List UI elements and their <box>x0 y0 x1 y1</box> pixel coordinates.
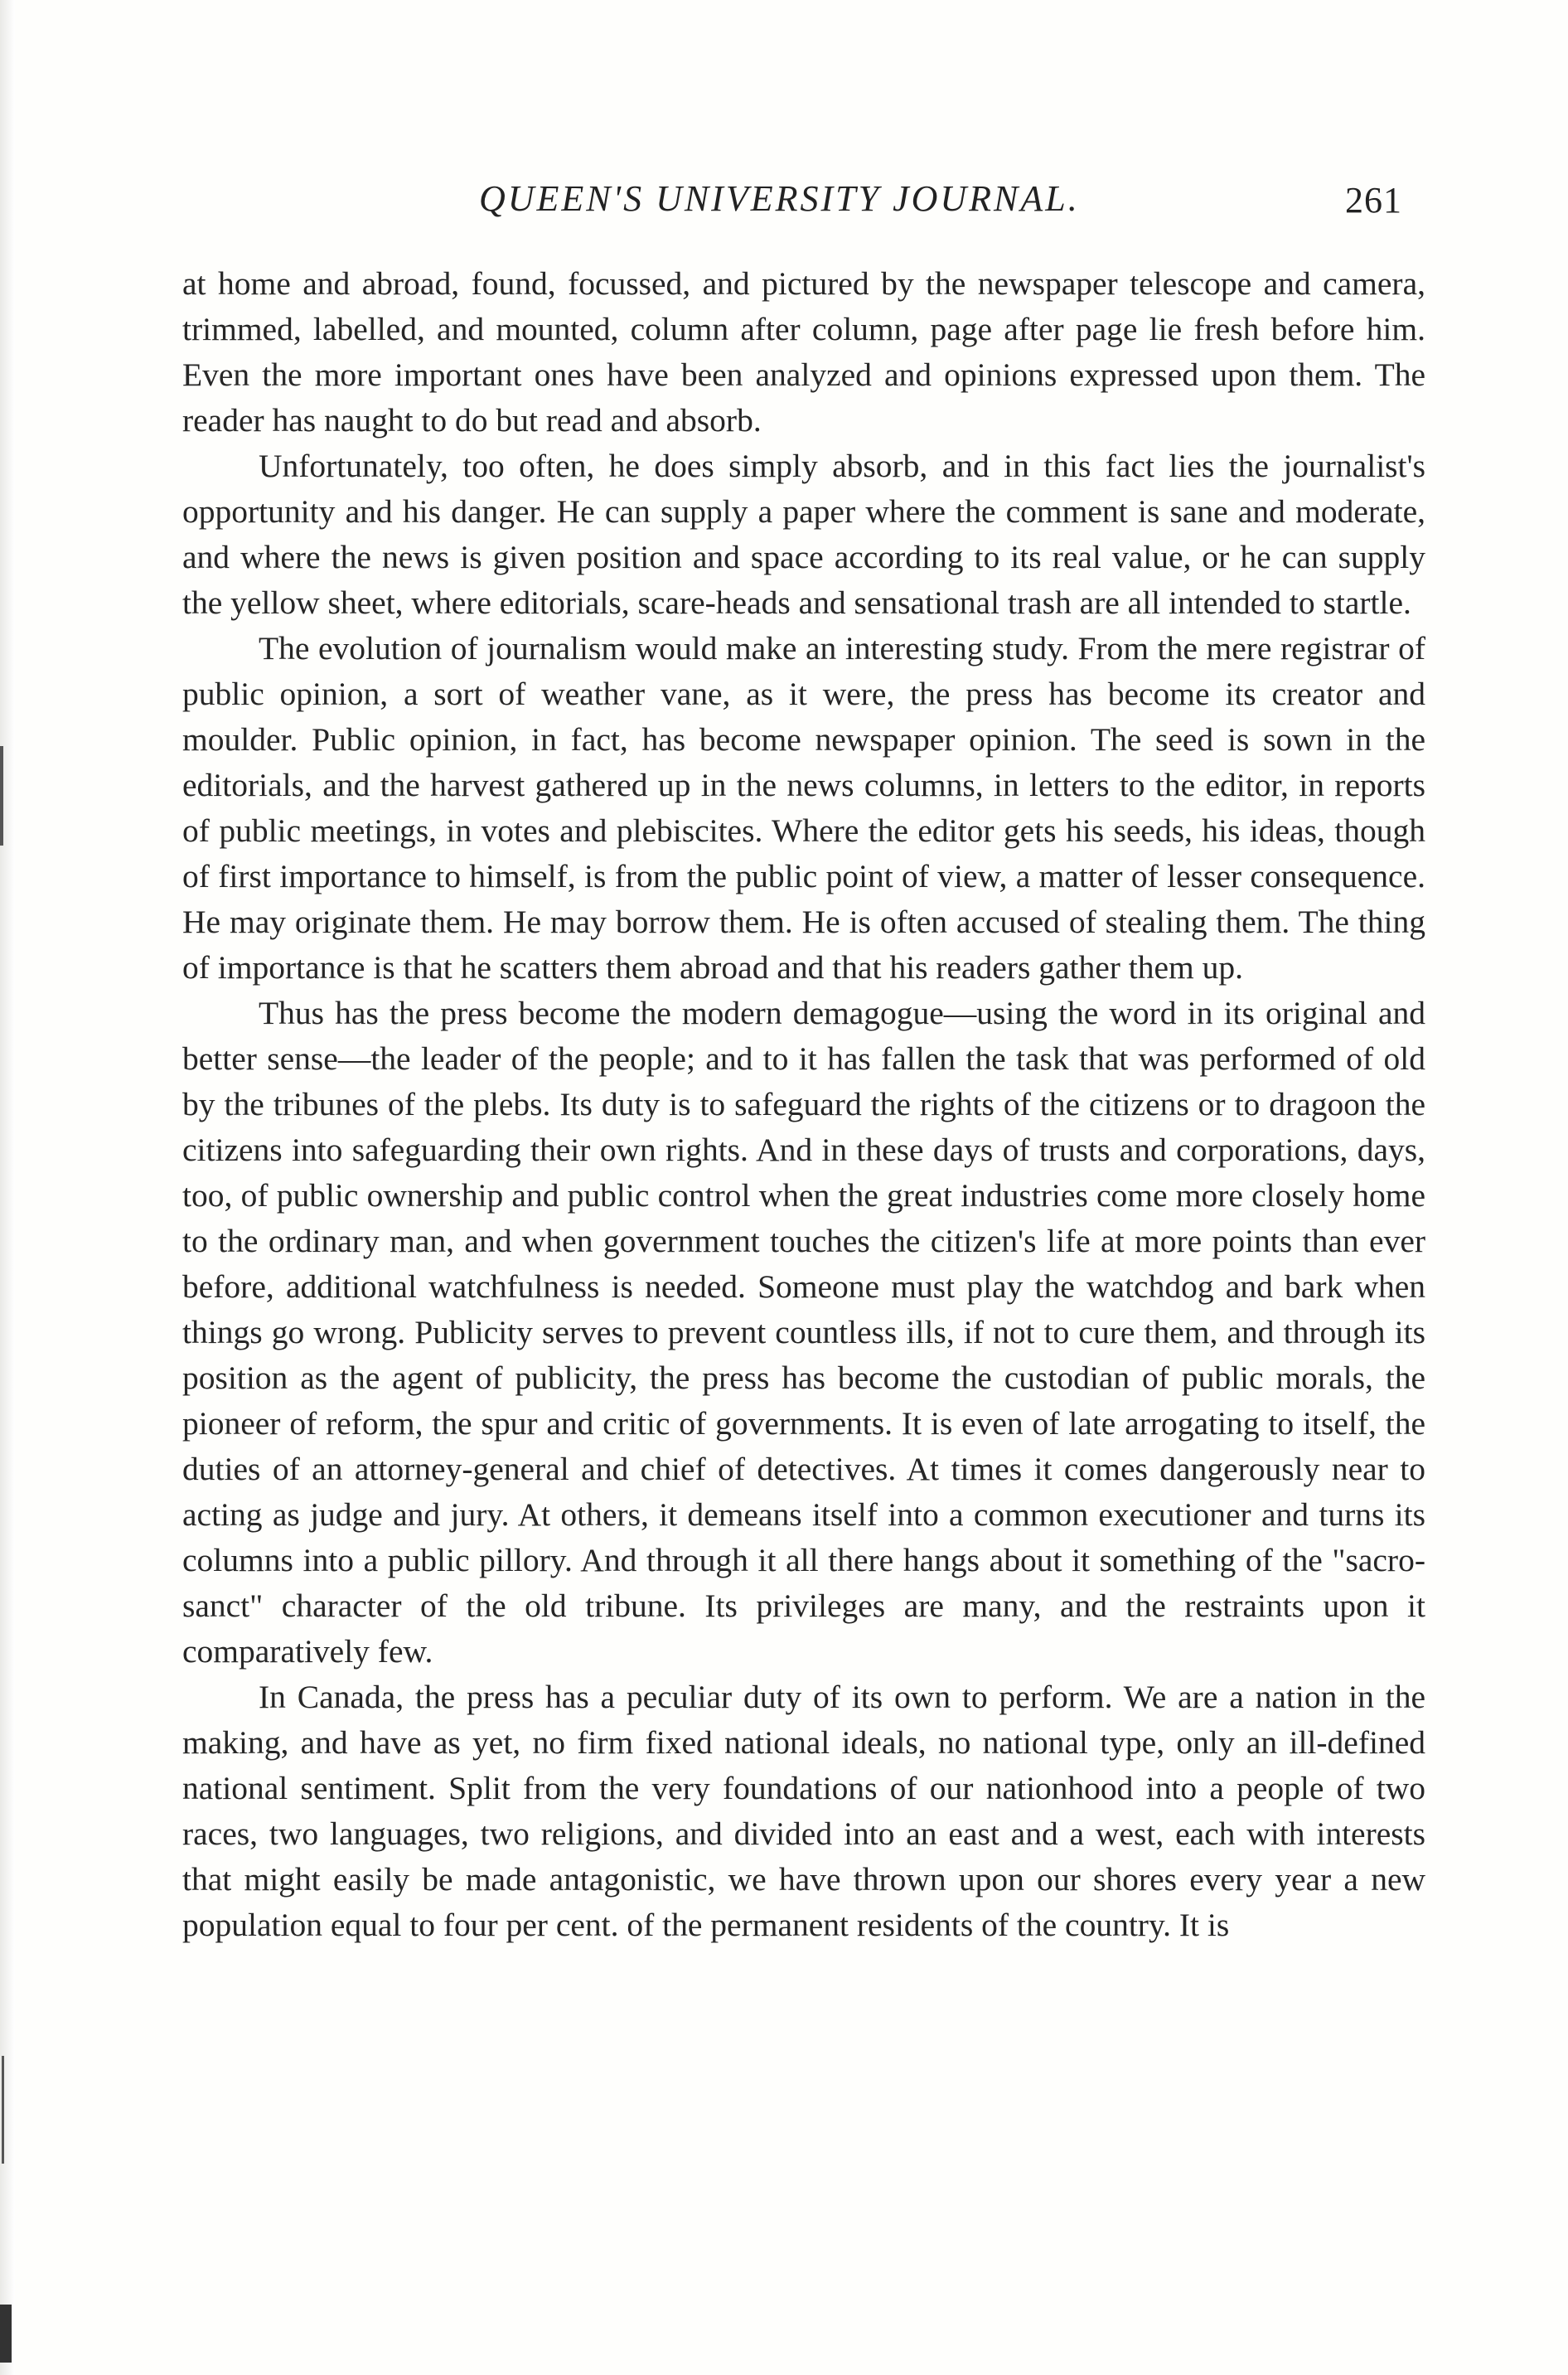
paragraph: In Canada, the press has a peculiar duty of its own to perform. We are a nation in the making, and have as yet, no firm fixed national ideals, no national type, only an ill-defined national sentiment. Split from the very foundations of our nationhood into a people of two races, two languages, two religions, and divided into an east and a west, each with interests that might easily be made antagonistic, we have thrown upon our shores every year a new population equal to four per cent. of the permanent residents of the country. It is <box>182 1679 1425 1943</box>
binding-mark <box>0 2305 12 2363</box>
article-body <box>182 261 1425 1948</box>
page-header <box>199 174 1425 232</box>
binding-mark <box>2 2056 4 2164</box>
running-head: QUEEN'S UNIVERSITY JOURNAL. <box>479 178 1080 219</box>
paragraph: at home and abroad, found, focussed, and pictured by the newspaper telescope and camera, trimmed, labelled, and mounted, column after column, page after page lie fresh before him. Even the more important ones have been analyzed and opinions expressed upon them. The reader has naught to do but read and absorb. <box>182 265 1425 439</box>
paragraph: The evolution of journalism would make an interesting study. From the mere registrar of public opinion, a sort of weather vane, as it were, the press has become its creator and moulder. Public opinion, in fact, has become newspaper opinion. The seed is sown in the editorials, and the harvest gathered up in the news columns, in letters to the editor, in reports of public meetings, in votes and plebiscites. Where the editor gets his seeds, his ideas, though of first importance to himself, is from the public point of view, a matter of lesser consequence. He may originate them. He may borrow them. He is often accused of stealing them. The thing of importance is that he scatters them abroad and that his readers gather them up. <box>182 630 1425 986</box>
binding-mark <box>0 746 3 846</box>
page-left-edge <box>0 0 15 2375</box>
paragraph: Thus has the press become the modern demagogue—using the word in its original and better sense—the leader of the people; and to it has fallen the task that was performed of old by the tribunes of the plebs. Its duty is to safeguard the rights of the citizens or to dragoon the citizens into safeguarding their own rights. And in these days of trusts and corporations, days, too, of public ownership and public control when the great industries come more closely home to the ordinary man, and when government touches the citizen's life at more points than ever before, additional watchfulness is needed. Someone must play the watchdog and bark when things go wrong. Publicity serves to prevent countless ills, if not to cure them, and through its position as the agent of publicity, the press has become the custodian of public morals, the pioneer of reform, the spur and critic of governments. It is even of late arrogating to itself, the duties of an attorney-general and chief of detectives. At times it comes dangerously near to acting as judge and jury. At others, it demeans itself into a common executioner and turns its columns into a public pillory. And through it all there hangs about it something of the "sacro-sanct" character of the old tribune. Its privileges are many, and the restraints upon it comparatively few. <box>182 995 1425 1670</box>
paragraph: Unfortunately, too often, he does simply absorb, and in this fact lies the journalist's opportunity and his danger. He can supply a paper where the comment is sane and moderate, and where the news is given position and space according to its real value, or he can supply the yellow sheet, where editorials, scare-heads and sensational trash are all intended to startle. <box>182 448 1425 621</box>
page-number: 261 <box>1345 180 1402 221</box>
